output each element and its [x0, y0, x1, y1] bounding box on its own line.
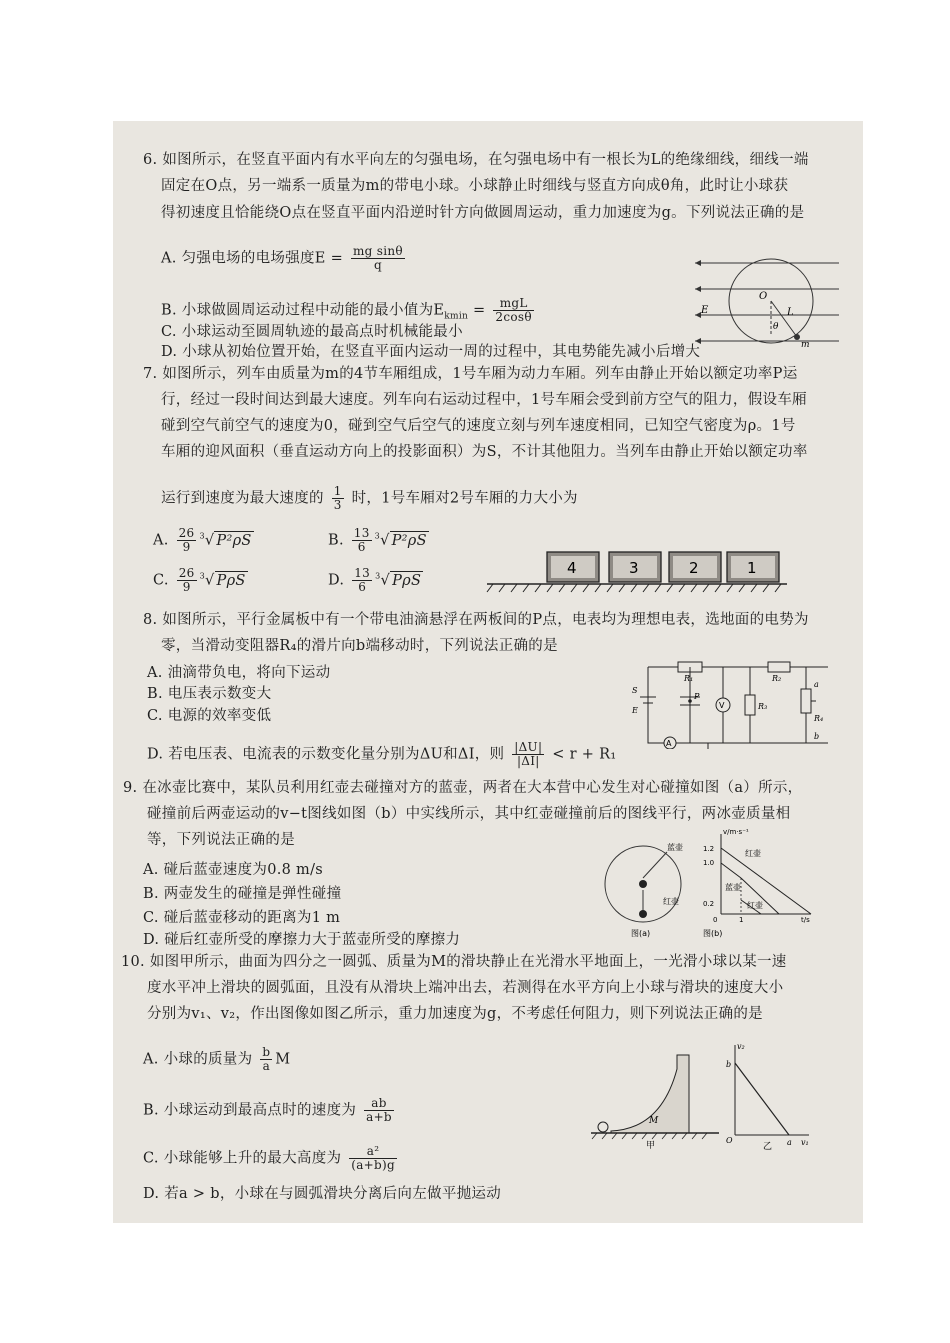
q10-figure-jia: [591, 1049, 721, 1149]
q10-fig-yi: 乙: [763, 1142, 773, 1151]
q8-d-fraction: [512, 741, 544, 768]
q9-fig-12: 1.2: [703, 845, 715, 853]
q7-line1: 7. 如图所示，列车由质量为m的4节车厢组成，1号车厢为动力车厢。列车由静止开始以额定功率P运: [143, 366, 798, 382]
q10-b-fraction: [364, 1097, 394, 1124]
q7-car-3: 3: [629, 559, 639, 577]
q10-c-num: a²: [349, 1145, 397, 1159]
q9-fig-caption-a: 图(a): [631, 929, 651, 938]
q9-fig-1: 1: [739, 916, 744, 924]
q6-fig-L: L: [787, 307, 794, 318]
q10-c-den: (a+b)g: [351, 1158, 395, 1172]
q10-b-den: a+b: [366, 1110, 392, 1124]
q10-option-a: [143, 1046, 290, 1073]
q7-option-a: A. $\frac{26}{9}$ $^3$√ P²ρS: [153, 526, 252, 554]
q6-b-sub: kmin: [444, 311, 469, 322]
q9-fig-0: 0: [713, 916, 718, 924]
q6-fig-E: E: [701, 305, 709, 316]
q8-fig-E: E: [632, 706, 638, 715]
q6-a-den: q: [373, 258, 382, 272]
q7-line2: 行，经过一段时间达到最大速度。列车向右运动过程中，1号车厢会受到前方空气的阻力，假设车厢: [161, 392, 807, 408]
q7-line5: [161, 485, 578, 512]
q6-option-b: [161, 297, 537, 325]
q7-a-den: 9: [182, 540, 191, 554]
q10-fig-M: M: [649, 1116, 659, 1126]
q6-fig-m: m: [801, 340, 810, 350]
q7-b-num: 13: [353, 526, 370, 540]
q6-a-num: mg sinθ: [352, 244, 403, 258]
q6-figure: [693, 253, 843, 353]
q7-option-c: C. $\frac{26}{9}$ $^3$√ PρS: [153, 566, 246, 594]
q7-l5-text-a: 运行到速度为最大速度的: [161, 490, 324, 507]
q7-car-4: 4: [567, 559, 577, 577]
q7-d-label: D.: [328, 572, 345, 589]
q10-c-text: C. 小球能够上升的最大高度为: [143, 1150, 342, 1167]
q10-fig-v2: v₂: [737, 1042, 745, 1051]
q7-c-fraction: [177, 567, 197, 594]
q8-option-a: A. 油滴带负电，将向下运动: [147, 665, 331, 681]
q7-b-radicand: P²ρS: [391, 532, 427, 549]
q9-fig-blue: 蓝壶: [667, 843, 683, 852]
q8-option-c: C. 电源的效率变低: [147, 708, 272, 724]
exam-paper: [113, 121, 863, 1223]
q6-line1: 6. 如图所示，在竖直平面内有水平向左的匀强电场，在匀强电场中有一根长为L的绝缘细线，细线一端: [143, 152, 809, 168]
q8-fig-P: P: [694, 692, 700, 701]
q7-car-1: 1: [747, 559, 757, 577]
q6-b-num: mgL: [493, 297, 533, 311]
q10-option-c: [143, 1145, 400, 1172]
q7-d-radicand: PρS: [392, 572, 422, 589]
q7-d-den: 6: [358, 580, 367, 594]
q7-l5-fraction: [332, 485, 344, 512]
q9-line3: 等，下列说法正确的是: [147, 832, 295, 848]
q7-line3: 碰到空气前空气的速度为0，碰到空气后空气的速度立刻与列车速度相同，已知空气密度为ρ。1号: [161, 418, 796, 434]
q8-fig-A: A: [666, 739, 672, 748]
q8-fig-R2: R₂: [772, 674, 782, 683]
q10-b-text: B. 小球运动到最高点时的速度为: [143, 1102, 357, 1119]
q9-fig-t: t/s: [801, 916, 810, 924]
q7-c-den: 9: [182, 580, 191, 594]
q8-option-d: [147, 741, 616, 768]
q10-c-fraction: [349, 1145, 397, 1172]
q8-line1: 8. 如图所示，平行金属板中有一个带电油滴悬浮在两板间的P点，电表均为理想电表，选地面的电势为: [143, 612, 809, 628]
q7-option-b: B. $\frac{13}{6}$ $^3$√ P²ρS: [328, 526, 427, 554]
q9-figure-a: [603, 834, 703, 939]
q6-fig-O: O: [759, 291, 768, 302]
q10-fig-O: O: [726, 1136, 733, 1145]
q10-line3: 分别为v₁、v₂，作出图像如图乙所示，重力加速度为g，不考虑任何阻力，则下列说法正确的是: [147, 1006, 763, 1022]
q6-option-c: C. 小球运动至圆周轨迹的最高点时机械能最小: [161, 324, 463, 340]
q8-fig-a: a: [814, 680, 819, 689]
q10-a-post: M: [275, 1051, 291, 1068]
q9-fig-axis: v/m·s⁻¹: [723, 828, 749, 836]
q10-a-num: b: [262, 1045, 271, 1059]
q9-line2: 碰撞前后两壶运动的v−t图线如图（b）中实线所示，其中红壶碰撞前后的图线平行，两冰壶质量相: [147, 806, 791, 822]
q7-c-label: C.: [153, 572, 169, 589]
q7-c-radicand: PρS: [216, 572, 246, 589]
q7-l5-num: 1: [333, 484, 342, 498]
q10-b-num: ab: [364, 1097, 394, 1111]
q8-option-b: B. 电压表示数变大: [147, 686, 272, 702]
q6-option-a: [161, 245, 408, 272]
q7-line4: 车厢的迎风面积（垂直运动方向上的投影面积）为S，不计其他阻力。当列车由静止开始以额定功率: [161, 444, 808, 460]
q10-figure-yi: [723, 1039, 813, 1151]
q7-a-label: A.: [153, 532, 169, 549]
q10-fig-jia: 甲: [646, 1141, 656, 1149]
q7-car-2: 2: [689, 559, 699, 577]
q7-option-d: D. $\frac{13}{6}$ $^3$√ PρS: [328, 566, 422, 594]
q8-line2: 零，当滑动变阻器R₄的滑片向b端移动时，下列说法正确的是: [161, 638, 558, 654]
q8-fig-V: V: [719, 701, 725, 710]
q8-fig-S: S: [632, 686, 638, 695]
q6-a-text: A. 匀强电场的电场强度E =: [161, 250, 344, 267]
q6-line2: 固定在O点，另一端系一质量为m的带电小球。小球静止时细线与竖直方向成θ角，此时让小球获: [161, 178, 789, 194]
q9-line1: 9. 在冰壶比赛中，某队员利用红壶去碰撞对方的蓝壶，两者在大本营中心发生对心碰撞如图（a）所示，: [123, 780, 803, 796]
q10-option-b: [143, 1097, 397, 1124]
q6-a-fraction: [351, 245, 405, 272]
q6-fig-theta: θ: [773, 322, 779, 332]
q10-line2: 度水平冲上滑块的圆弧面，且没有从滑块上端冲出去，若测得在水平方向上小球与滑块的速度大小: [147, 980, 784, 996]
q10-a-fraction: [260, 1046, 272, 1073]
q7-figure: [485, 546, 790, 594]
q10-fig-a: a: [787, 1138, 792, 1147]
q9-option-c: C. 碰后蓝壶移动的距离为1 m: [143, 910, 341, 926]
q7-l5-den: 3: [333, 498, 342, 512]
q10-option-d: D. 若a > b，小球在与圆弧滑块分离后向左做平抛运动: [143, 1186, 502, 1202]
q7-b-label: B.: [328, 532, 344, 549]
q10-fig-v1: v₁: [801, 1138, 809, 1147]
q7-d-num: 13: [354, 566, 371, 580]
q9-fig-10: 1.0: [703, 859, 715, 867]
q8-d-post: < r + R₁: [552, 746, 617, 763]
q8-d-text: D. 若电压表、电流表的示数变化量分别为ΔU和ΔI，则: [147, 746, 505, 763]
q7-b-fraction: [352, 527, 372, 554]
q8-fig-R1: R₁: [684, 674, 694, 683]
q10-a-text: A. 小球的质量为: [143, 1051, 253, 1068]
q7-a-num: 26: [178, 526, 195, 540]
q9-fig-caption-b: 图(b): [703, 929, 723, 938]
q9-figure-b: [701, 826, 816, 939]
q10-line1: 10. 如图甲所示，曲面为四分之一圆弧、质量为M的滑块静止在光滑水平地面上，一光滑小球以某一速: [121, 954, 787, 970]
q10-a-den: a: [262, 1059, 271, 1073]
q8-d-den: |ΔI|: [516, 754, 540, 768]
q8-d-num: |ΔU|: [514, 740, 543, 754]
q8-fig-b: b: [814, 732, 820, 741]
q9-fig-red-label: 红壶: [745, 849, 761, 858]
q8-figure: [628, 659, 833, 749]
q6-b-eq: =: [468, 302, 486, 319]
q9-option-a: A. 碰后蓝壶速度为0.8 m/s: [143, 862, 324, 878]
q7-a-fraction: [177, 527, 197, 554]
q7-b-den: 6: [357, 540, 366, 554]
q10-fig-b: b: [726, 1060, 732, 1069]
q8-fig-R4: R₄: [814, 714, 824, 723]
q9-fig-red-label-2: 红壶: [747, 901, 763, 910]
q9-fig-red: 红壶: [663, 897, 679, 906]
q7-l5-text-b: 时，1号车厢对2号车厢的力大小为: [351, 490, 578, 507]
q6-line3: 得初速度且恰能绕O点在竖直平面内沿逆时针方向做圆周运动，重力加速度为g。下列说法正确的是: [161, 205, 805, 221]
q9-option-b: B. 两壶发生的碰撞是弹性碰撞: [143, 886, 342, 902]
q6-option-d: D. 小球从初始位置开始，在竖直平面内运动一周的过程中，其电势能先减小后增大: [161, 344, 701, 360]
q6-b-fraction: [493, 297, 533, 324]
q7-a-radicand: P²ρS: [216, 532, 252, 549]
q9-fig-blue-label: 蓝壶: [725, 883, 741, 892]
q6-b-den: 2cosθ: [495, 310, 532, 324]
q8-fig-R3: R₃: [758, 702, 768, 711]
q7-d-fraction: [352, 567, 372, 594]
q9-option-d: D. 碰后红壶所受的摩擦力大于蓝壶所受的摩擦力: [143, 932, 461, 948]
q9-fig-02: 0.2: [703, 900, 715, 908]
q7-c-num: 26: [178, 566, 195, 580]
q6-b-text: B. 小球做圆周运动过程中动能的最小值为E: [161, 302, 445, 319]
